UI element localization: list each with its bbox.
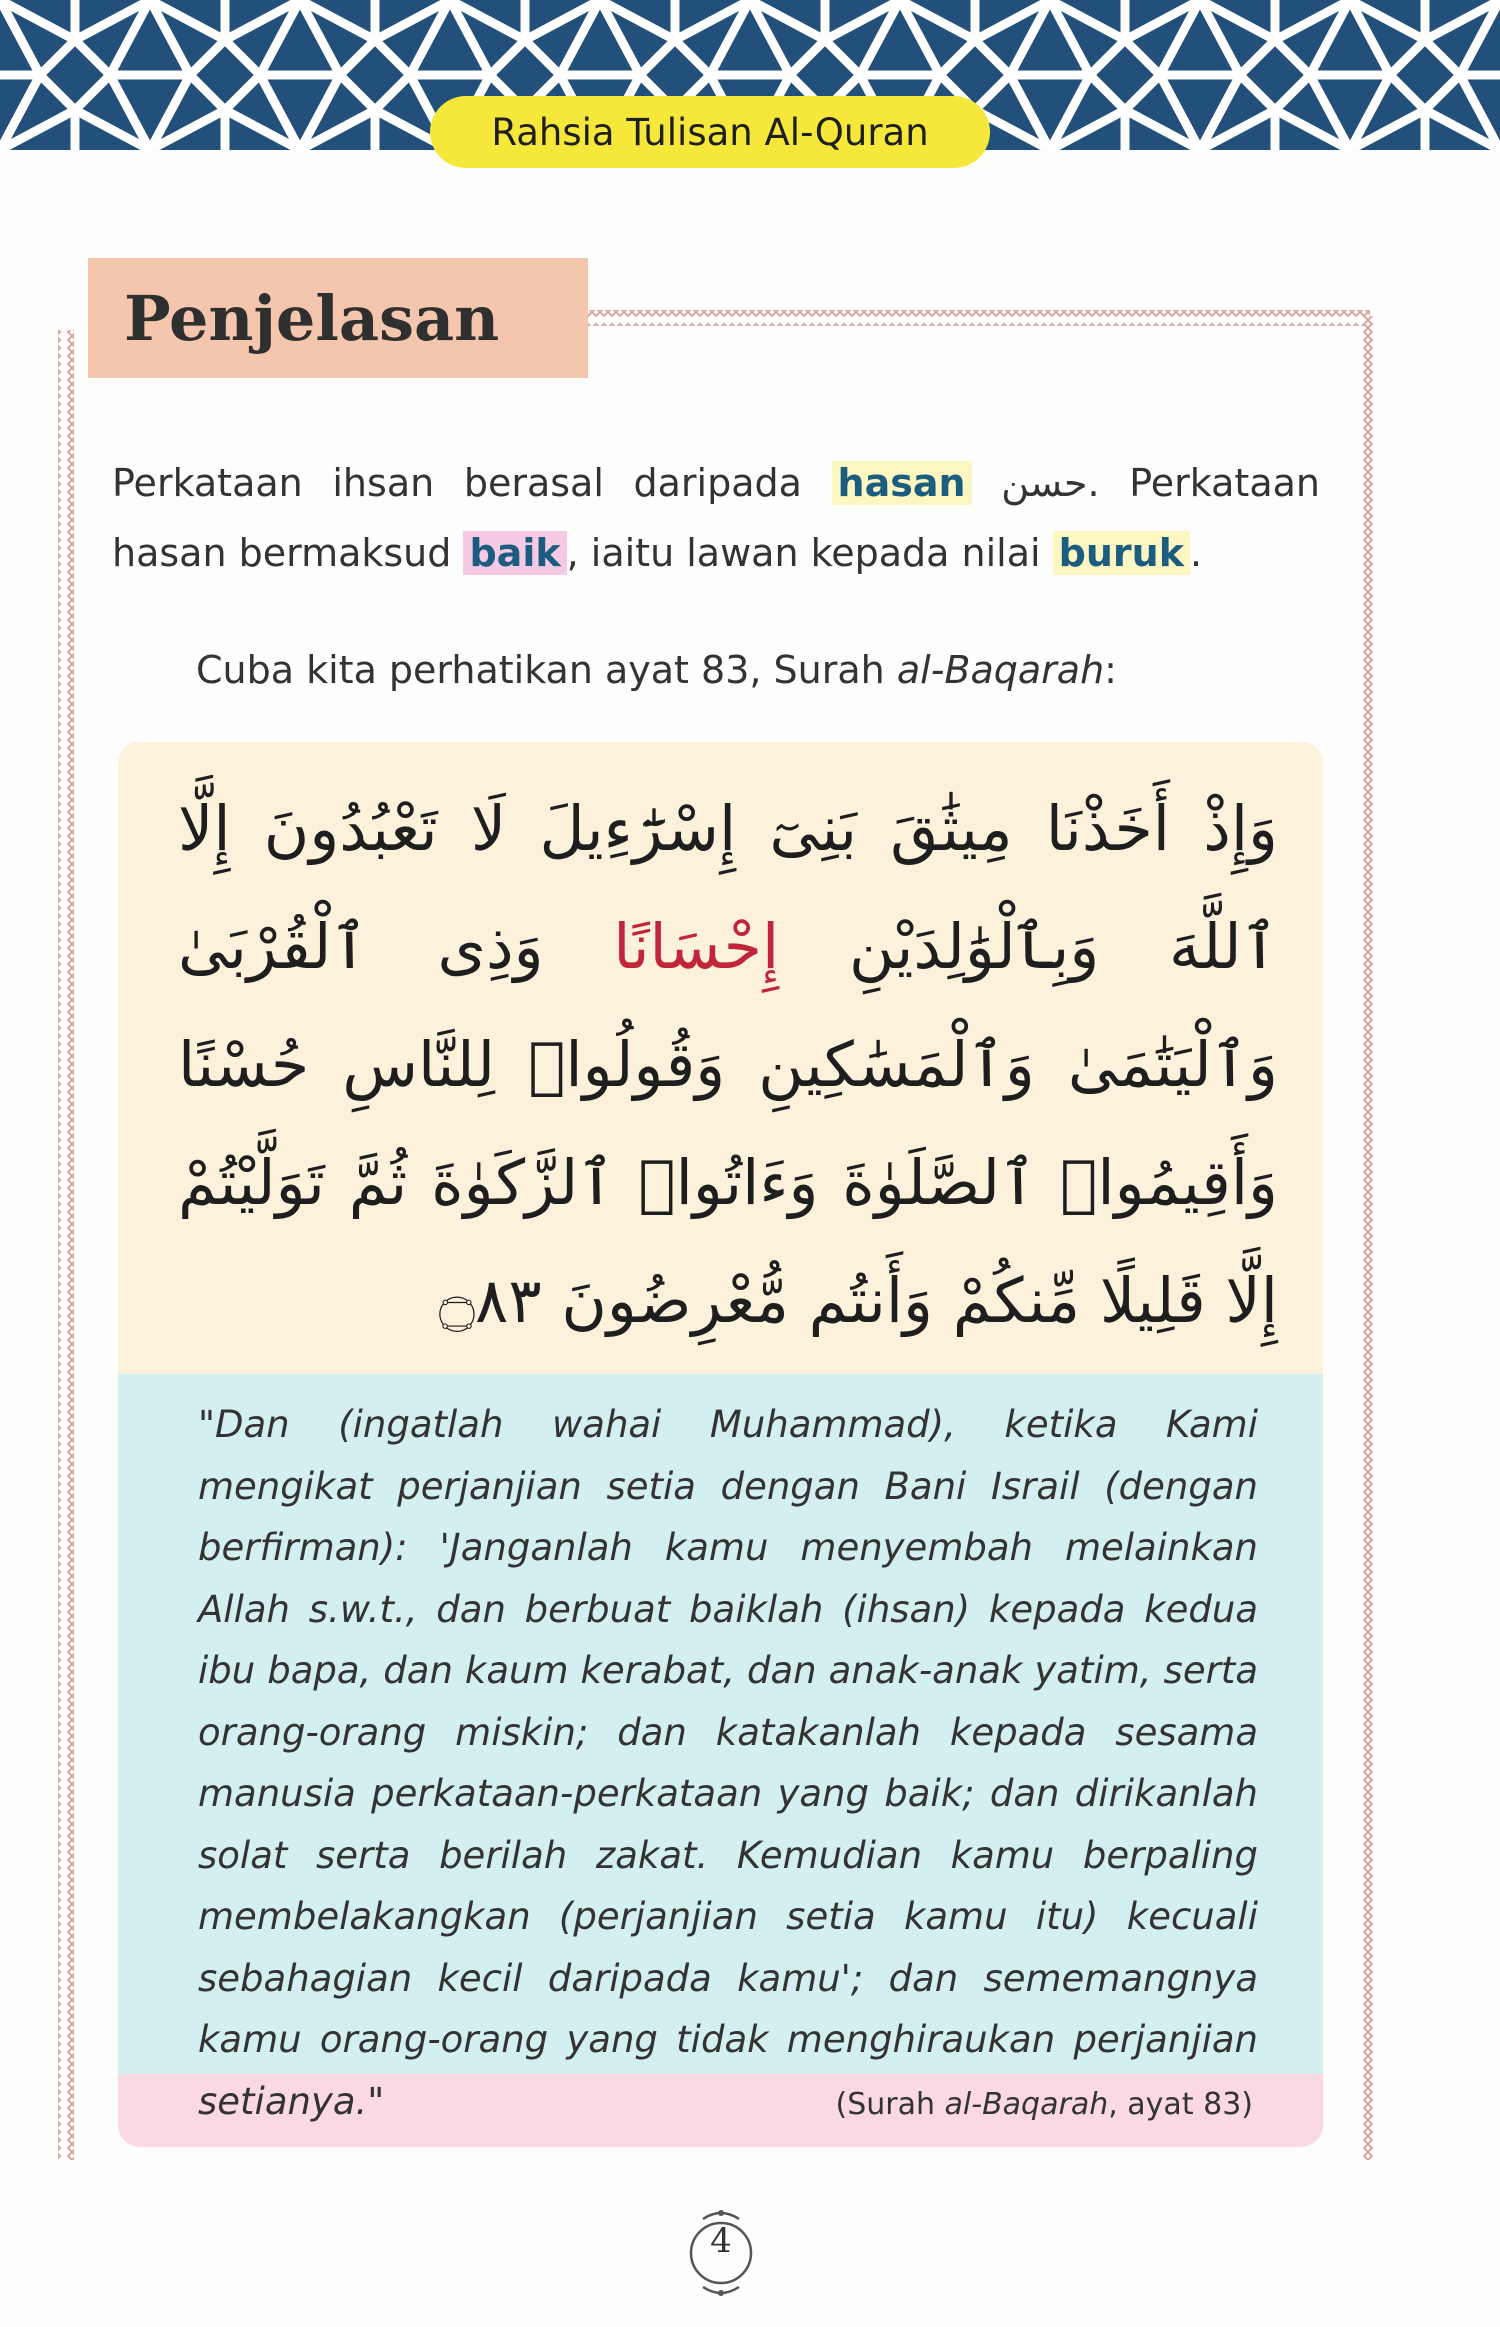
intro-text: .: [1189, 531, 1203, 575]
section-title-box: [88, 258, 588, 378]
verse-reference: [836, 2087, 1253, 2122]
ref-surah: al-Baqarah: [944, 2087, 1109, 2122]
header-label: Rahsia Tulisan Al-Quran: [430, 96, 990, 168]
highlight-buruk: buruk: [1053, 531, 1190, 575]
verse-text: وَذِى ٱلْقُرْبَىٰ وَٱلْيَتَٰمَىٰ وَٱلْمَسَٰكِينِ وَقُولُوا۟ لِلنَّاسِ حُسْنًا وَأَقِيمُوا۟ ٱلصَّلَوٰةَ وَءَاتُوا۟ ٱلزَّكَوٰةَ ثُمَّ تَوَلَّيْتُمْ إِلَّا قَلِيلًا مِّنكُمْ وَأَنتُم مُّعْرِضُونَ ۝٨٣: [178, 910, 1278, 1337]
verse-text: وَإِذْ أَخَذْنَا مِيثَٰقَ بَنِىٓ إِسْرَٰٓءِيلَ لَا تَعْبُدُونَ إِلَّا ٱللَّهَ وَبِٱلْوَٰلِدَيْنِ: [178, 792, 1279, 983]
section-title: Penjelasan: [124, 281, 500, 355]
ref-text: , ayat 83): [1108, 2087, 1253, 2122]
lead-colon: :: [1104, 648, 1117, 692]
lead-paragraph: [196, 640, 1296, 700]
page-number: 4: [710, 2221, 732, 2261]
lead-surah: al-Baqarah: [896, 648, 1105, 692]
highlight-baik: baik: [463, 531, 566, 575]
intro-text: Perkataan ihsan berasal daripada: [112, 461, 832, 505]
ref-text: (Surah: [835, 2087, 945, 2122]
intro-paragraph: [112, 448, 1320, 588]
verse-translation: "Dan (ingatlah wahai Muhammad), ketika Kami mengikat perjanjian setia dengan Bani Israil (dengan berfirman): 'Janganlah kamu menyembah melainkan Allah s.w.t., dan berbuat baiklah (ihsan) kepada kedua ibu bapa, dan kaum kerabat, dan anak-anak yatim, serta orang-orang miskin; dan katakanlah kepada sesama manusia perkataan-perkataan yang baik; dan dirikanlah solat serta berilah zakat. Kemudian kamu berpaling membelakangkan (perjanjian setia kamu itu) kecuali sebahagian kecil daripada kamu'; dan sememangnya kamu orang-orang yang tidak menghiraukan perjanjian setianya.": [198, 1403, 1258, 2123]
highlight-hasan: hasan: [832, 461, 972, 505]
intro-text: . Perkataan hasan bermaksud: [112, 461, 1320, 575]
arabic-verse: [178, 770, 1278, 1360]
intro-text: , iaitu lawan kepada nilai: [566, 531, 1053, 575]
verse-highlight-ihsan: إِحْسَانًا: [613, 910, 780, 983]
verse-block: [118, 742, 1323, 2147]
lead-text: Cuba kita perhatikan ayat 83, Surah: [196, 648, 897, 692]
arabic-word: حسن: [1001, 461, 1088, 505]
